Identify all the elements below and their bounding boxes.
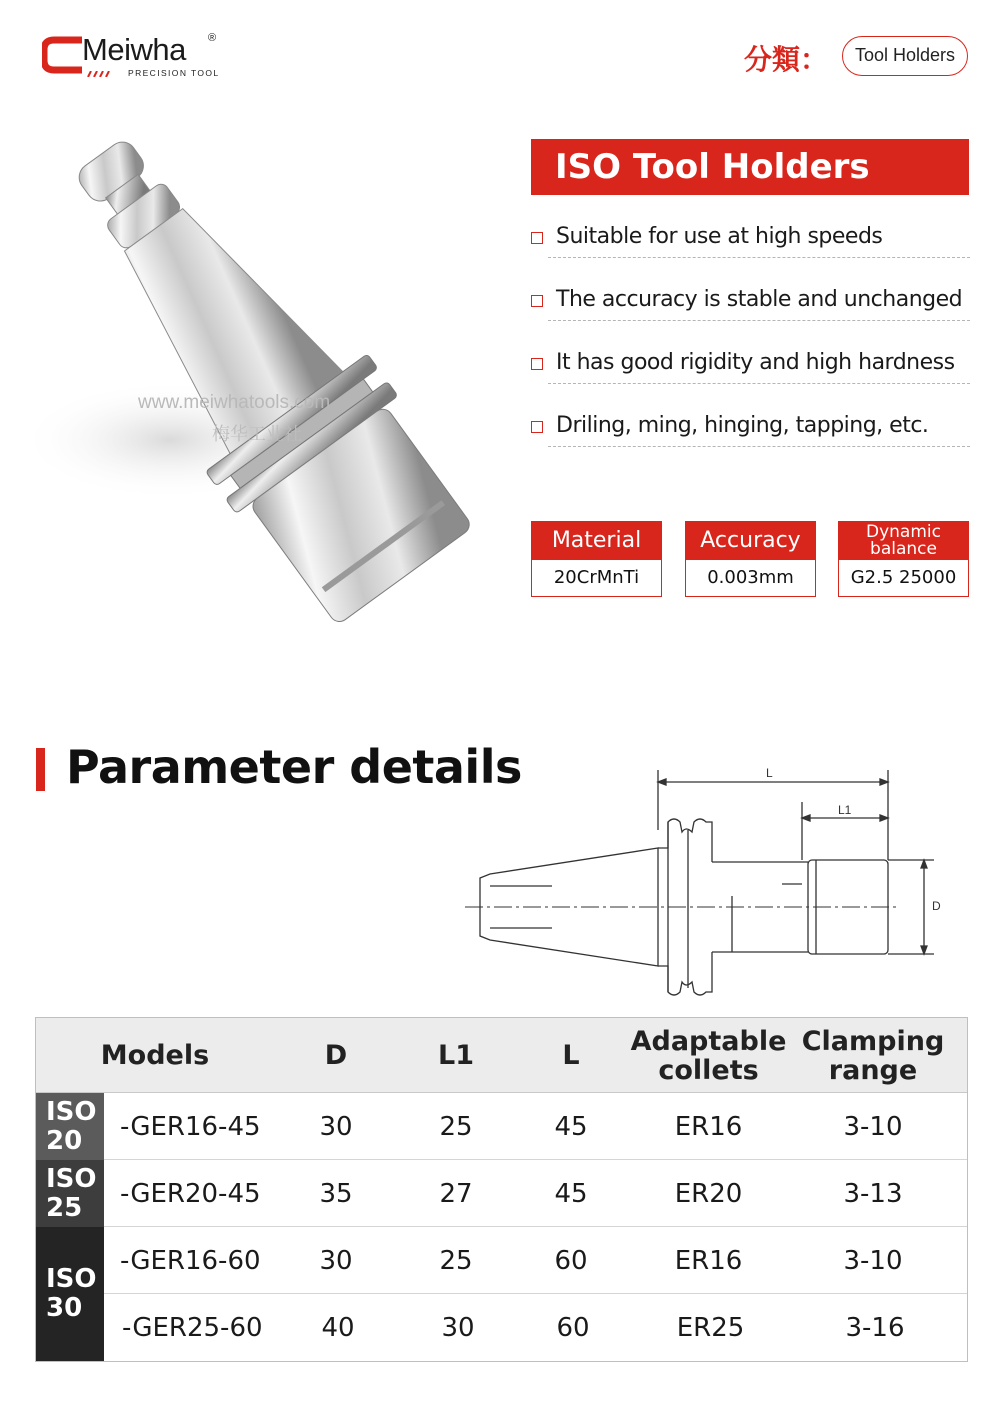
cell-d: 30: [319, 1245, 353, 1276]
col-clamping-line: range: [828, 1054, 918, 1086]
cell-d: 35: [319, 1178, 353, 1209]
cell-model: -GER25-60: [122, 1312, 263, 1343]
product-title: ISO Tool Holders: [555, 147, 870, 187]
parameter-table: [35, 1017, 968, 1362]
table-row: [36, 1294, 967, 1361]
col-collets: [626, 1018, 791, 1093]
cell-collets: ER20: [674, 1178, 743, 1209]
spec-value: 20CrMnTi: [553, 567, 640, 588]
dim-label-L1: L1: [838, 803, 852, 817]
cell-clamping: 3-13: [843, 1178, 903, 1209]
table-row: [36, 1160, 967, 1227]
tool-holder-image: [20, 110, 520, 670]
table-row: [36, 1227, 967, 1294]
registered-mark: ®: [208, 32, 217, 44]
cell-l: 45: [554, 1178, 588, 1209]
group-label: ISO: [46, 1264, 97, 1294]
cell-clamping: 3-10: [843, 1245, 903, 1276]
product-title-bar: [531, 139, 969, 195]
feature-text: Suitable for use at high speeds: [556, 224, 883, 249]
feature-text: The accuracy is stable and unchanged: [556, 287, 963, 312]
cell-model: -GER16-60: [120, 1245, 261, 1276]
feature-item: [530, 279, 970, 342]
cell-model: -GER20-45: [120, 1178, 261, 1209]
feature-text: Driling, ming, hinging, tapping, etc.: [556, 413, 929, 438]
cell-l1: 27: [439, 1178, 473, 1209]
brand-name: Meiwha: [82, 32, 186, 67]
cell-l: 45: [554, 1111, 588, 1142]
logo-mark-icon: [42, 36, 86, 74]
watermark-url: www.meiwhatools.com: [138, 392, 331, 413]
col-collets-line: collets: [658, 1054, 759, 1086]
feature-text: It has good rigidity and high hardness: [556, 350, 955, 375]
category-tag[interactable]: Tool Holders: [842, 36, 968, 76]
cell-d: 40: [321, 1312, 355, 1343]
logo-stripes-icon: [86, 71, 124, 77]
feature-item: [530, 405, 970, 468]
cell-collets: ER16: [674, 1245, 743, 1276]
spec-label-line: balance: [870, 539, 937, 559]
cell-l1: 30: [441, 1312, 475, 1343]
table-header: [36, 1018, 967, 1093]
spec-label-line: Dynamic: [866, 522, 941, 542]
cell-clamping: 3-16: [845, 1312, 905, 1343]
section-accent-bar: [36, 748, 45, 791]
divider: [548, 257, 970, 258]
watermark-cn: 梅华工业社: [212, 424, 302, 445]
cell-l: 60: [554, 1245, 588, 1276]
cell-d: 30: [319, 1111, 353, 1142]
col-collets-line: Adaptable: [630, 1025, 787, 1057]
dim-label-L: L: [766, 766, 773, 780]
group-label: 25: [46, 1192, 83, 1223]
cell-clamping: 3-10: [843, 1111, 903, 1142]
group-label: 20: [46, 1125, 83, 1156]
spec-label: [839, 522, 968, 560]
checkbox-icon: [531, 421, 543, 433]
divider: [548, 446, 970, 447]
spec-value: 0.003mm: [707, 567, 794, 588]
group-label: 30: [46, 1293, 83, 1323]
feature-item: [530, 216, 970, 279]
col-l: L: [562, 1040, 580, 1071]
technical-drawing: [460, 760, 960, 1000]
spec-accuracy: [685, 521, 816, 597]
cell-model: -GER16-45: [120, 1111, 261, 1142]
cell-l1: 25: [439, 1245, 473, 1276]
spec-label: Material: [532, 522, 661, 560]
dim-label-D: D: [932, 899, 941, 913]
cell-collets: ER16: [674, 1111, 743, 1142]
cell-l1: 25: [439, 1111, 473, 1142]
col-d: D: [324, 1040, 348, 1071]
cell-collets: ER25: [676, 1312, 745, 1343]
feature-item: [530, 342, 970, 405]
checkbox-icon: [531, 295, 543, 307]
spec-material: [531, 521, 662, 597]
spec-value: G2.5 25000: [850, 567, 957, 588]
checkbox-icon: [531, 358, 543, 370]
table-row: [36, 1093, 967, 1160]
col-l1: L1: [438, 1040, 474, 1071]
col-clamping-line: Clamping: [801, 1025, 945, 1057]
feature-list: [530, 216, 970, 468]
group-label: ISO: [46, 1096, 97, 1127]
col-models: Models: [100, 1040, 210, 1071]
spec-dynamic-balance: [838, 521, 969, 597]
brand-logo: [42, 30, 232, 80]
divider: [548, 383, 970, 384]
spec-label: Accuracy: [686, 522, 815, 560]
cell-l: 60: [556, 1312, 590, 1343]
checkbox-icon: [531, 232, 543, 244]
group-label: ISO: [46, 1163, 97, 1194]
divider: [548, 320, 970, 321]
brand-tagline: PRECISION TOOL: [128, 68, 220, 78]
category-label: 分類：: [744, 43, 829, 76]
col-clamping: [798, 1018, 948, 1093]
section-title: Parameter details: [66, 740, 522, 794]
